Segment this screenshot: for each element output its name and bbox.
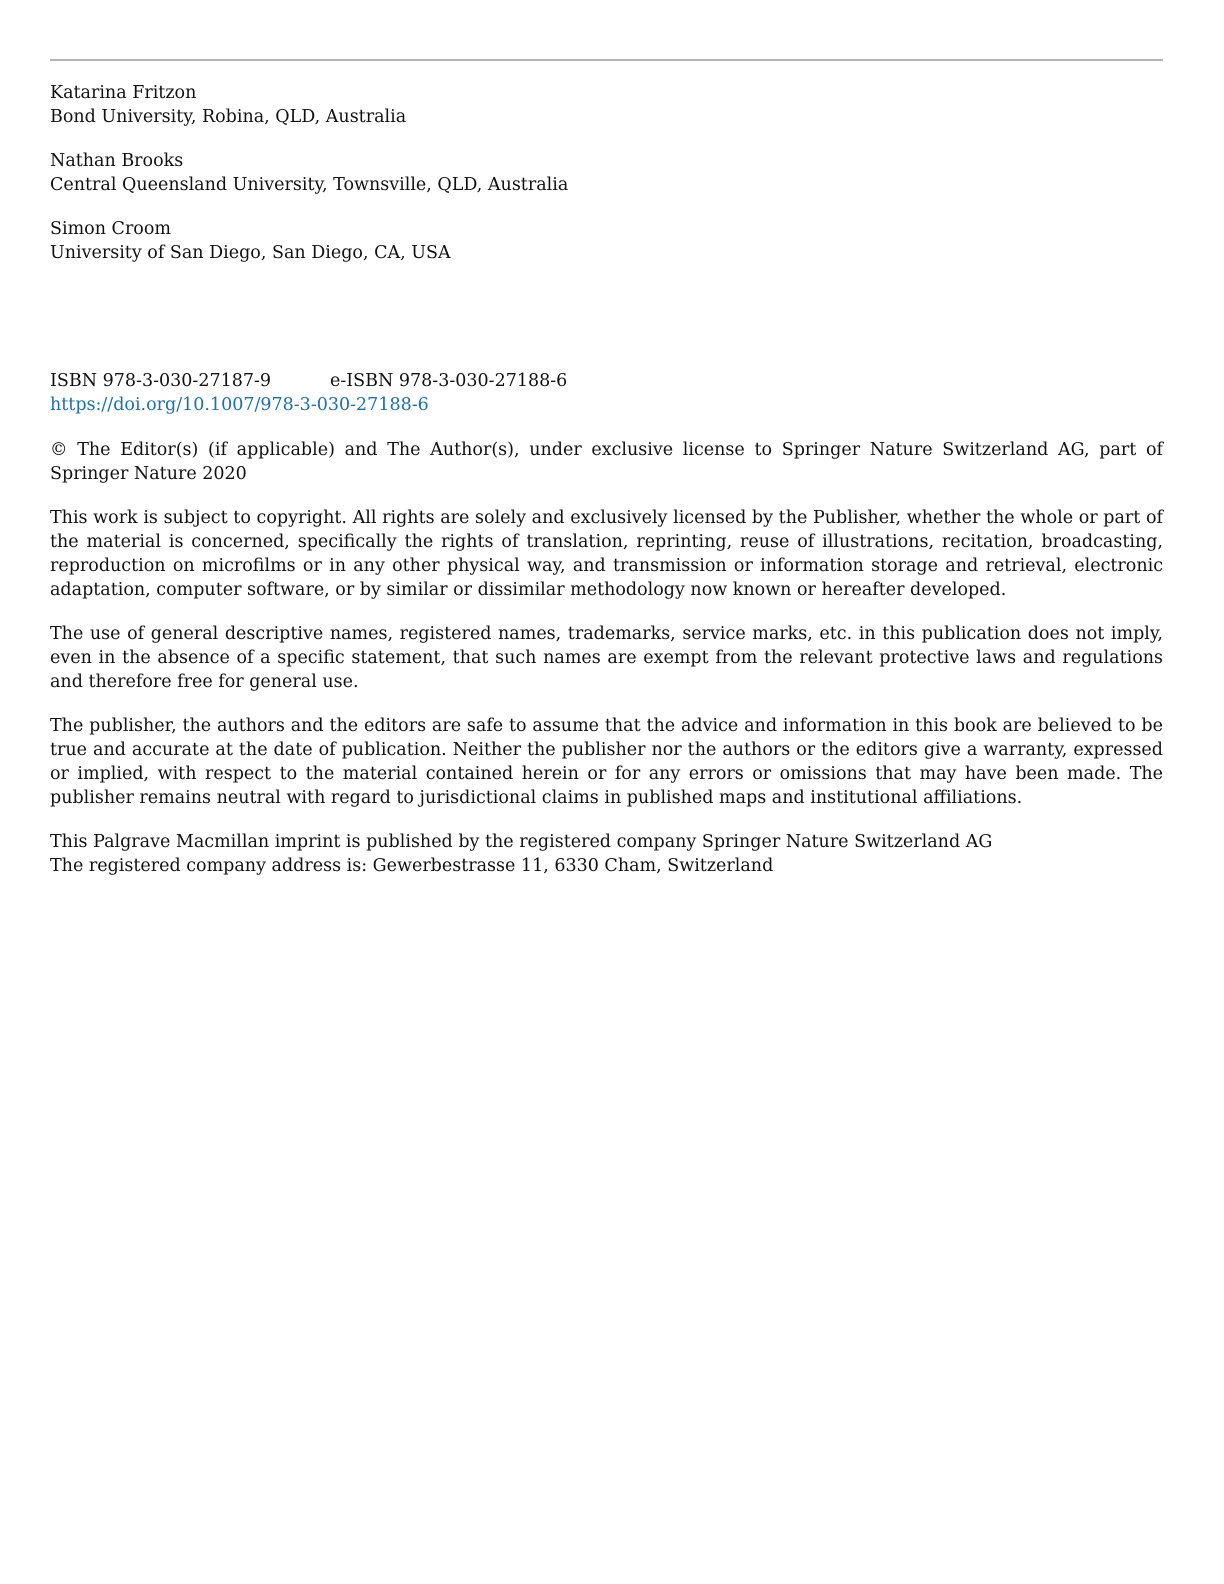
top-divider: [50, 59, 1163, 61]
author-entry: [50, 149, 1163, 197]
isbn-block: [50, 369, 1163, 417]
imprint-publisher-line: This Palgrave Macmillan imprint is published by the registered company Springer Nature Switzerland AG: [50, 832, 993, 852]
isbn-row: [50, 369, 1163, 393]
imprint-address-line: The registered company address is: Gewerbestrasse 11, 6330 Cham, Switzerland: [50, 856, 774, 876]
disclaimer-notice: The publisher, the authors and the editors are safe to assume that the advice and information in this book are believed to be true and accurate at the date of publication. Neither the publisher nor the authors or the editors give a warranty, expressed or implied, with respect to the material contained herein or for any errors or omissions that may have been made. The publisher remains neutral with regard to jurisdictional claims in published maps and institutional affiliations.: [50, 716, 1163, 808]
trademark-notice: The use of general descriptive names, registered names, trademarks, service marks, etc. in this publication does not imply, even in the absence of a specific statement, that such names are exempt from the relevant protective laws and regulations and therefore free for general use.: [50, 624, 1163, 692]
author-entry: [50, 81, 1163, 129]
rights-notice: This work is subject to copyright. All rights are solely and exclusively licensed by the Publisher, whether the whole or part of the material is concerned, specifically the rights of translation, reprinting, reuse of illustrations, recitation, broadcasting, reproduction on microfilms or in any other physical way, and transmission or information storage and retrieval, electronic adaptation, computer software, or by similar or dissimilar methodology now known or hereafter developed.: [50, 508, 1163, 600]
author-affiliation: Central Queensland University, Townsville, QLD, Australia: [50, 175, 569, 195]
author-entry: [50, 217, 1163, 265]
author-name: Nathan Brooks: [50, 151, 184, 171]
author-affiliation: University of San Diego, San Diego, CA, USA: [50, 243, 451, 263]
electronic-isbn: e-ISBN 978-3-030-27188-6: [330, 371, 568, 391]
legal-notices: [50, 438, 1163, 878]
author-name: Katarina Fritzon: [50, 83, 197, 103]
copyright-notice: © The Editor(s) (if applicable) and The Author(s), under exclusive license to Springer Nature Switzerland AG, part of Springer Nature 2020: [50, 440, 1163, 484]
print-isbn: ISBN 978-3-030-27187-9: [50, 371, 272, 391]
author-name: Simon Croom: [50, 219, 171, 239]
doi-link[interactable]: https://doi.org/10.1007/978-3-030-27188-6: [50, 395, 429, 415]
author-affiliation: Bond University, Robina, QLD, Australia: [50, 107, 407, 127]
author-list: [50, 81, 1163, 265]
imprint-notice: [50, 830, 1163, 878]
